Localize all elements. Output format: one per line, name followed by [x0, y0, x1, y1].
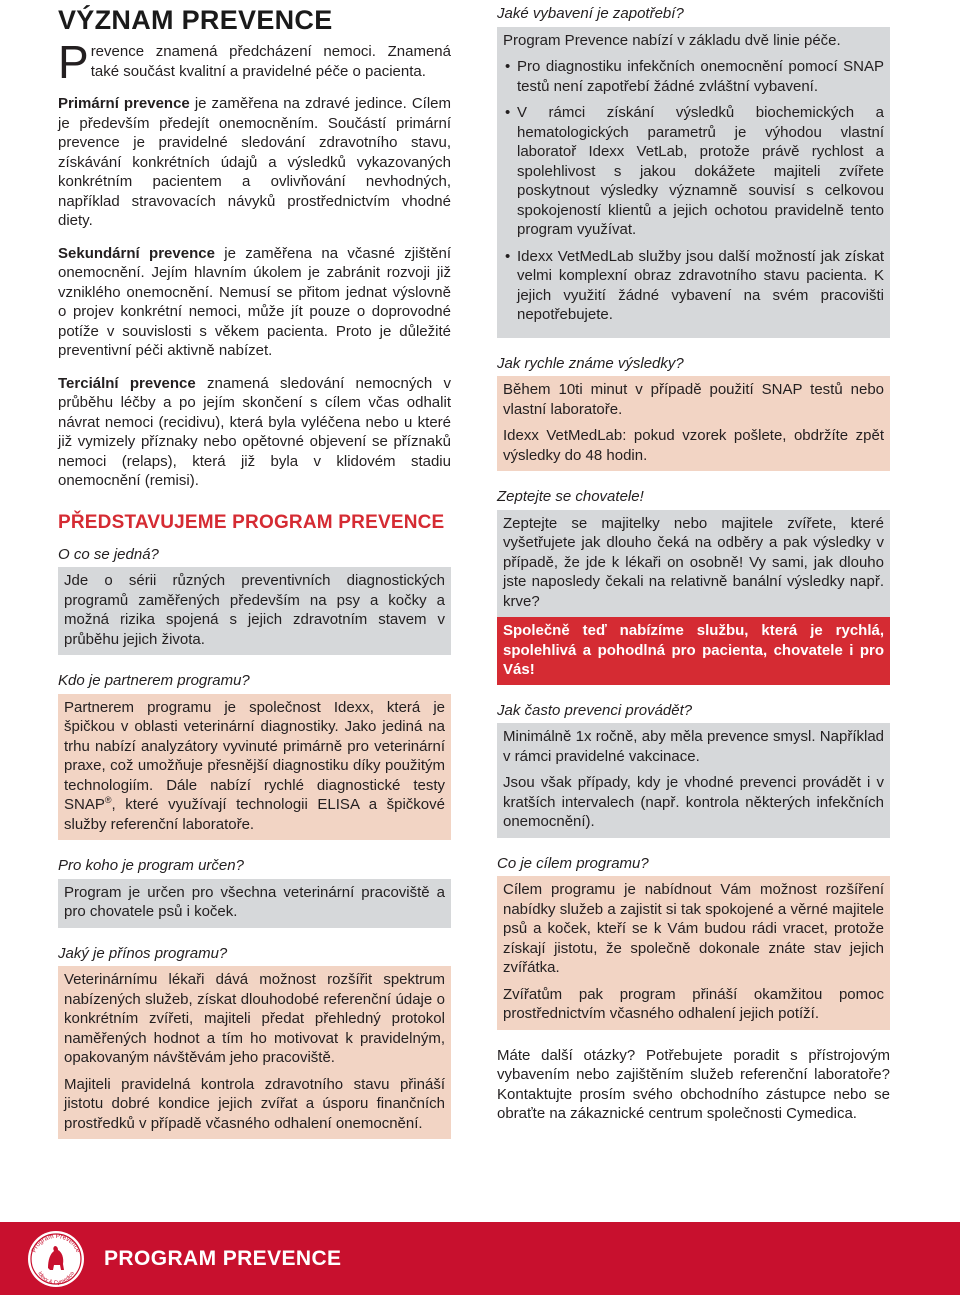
question-equipment: Jaké vybavení je zapotřebí? — [497, 5, 684, 22]
highlight-text: Společně teď nabízíme službu, která je rychlá, spolehlivá a pohodlná pro pacienta, chovatele i pro Vás! — [503, 622, 884, 678]
answer-ask-owner-text: Zeptejte se majitelky nebo majitele zvířete, které vyšetřujete jak dlouho čeká na odběry a pak výsledky v případě, že jde k lékaři on osobně! Vy sami, jak dlouho jste naposledy čekali na relativně banální výsledky např. krve? — [503, 514, 884, 610]
drop-cap: P — [58, 36, 89, 88]
answer-results-speed — [497, 376, 890, 471]
equipment-list — [503, 57, 884, 325]
answer-what-is-it-text: Jde o sérii různých preventivních diagnostických programů zaměřených především na psy a kočky a možná rizika spojená s jejich zdravotním stavem v průběhu jejich života. — [64, 572, 445, 648]
answer-equipment-intro: Program Prevence nabízí v základu dvě linie péče. — [503, 31, 841, 49]
question-ask-owner: Zeptejte se chovatele! — [497, 488, 644, 505]
question-target-group: Pro koho je program určen? — [58, 857, 244, 874]
logo-text-bottom: Idexx & Cymedica — [36, 1270, 76, 1287]
list-item: • V rámci získání výsledků biochemických a hematologických parametrů je výhodou vlastní laboratoř Idexx VetLab, protože právě rychlost a spolehlivost s jakou dokážete majiteli zvířete poskytnout výsledky významně souvisí s celkovou spokojeností klientů a jejich ochotou pravidelně tento program využívat. — [503, 103, 884, 240]
intro-paragraph — [58, 36, 451, 88]
question-goal: Co je cílem programu? — [497, 854, 649, 872]
secondary-prevention-lead: Sekundární prevence — [58, 244, 215, 262]
answer-frequency-text-2: Jsou však případy, kdy je vhodné prevenci provádět i v kratších intervalech (např. kontrola některých infekčních onemocnění). — [503, 774, 884, 830]
answer-ask-owner — [497, 510, 890, 618]
answer-equipment — [497, 27, 890, 338]
answer-benefit-text-2: Majiteli pravidelná kontrola zdravotního stavu přináší jistotu dobré kondice jejich zvířat a úsporu finančních prostředků v případě včasného odhalení onemocnění. — [64, 1075, 445, 1132]
answer-target-group-text: Program je určen pro všechna veterinární pracoviště a pro chovatele psů i koček. — [64, 883, 445, 920]
secondary-prevention-paragraph — [58, 244, 451, 361]
answer-frequency-text-1: Minimálně 1x ročně, aby měla prevence smysl. Například v rámci pravidelné vakcinace. — [503, 728, 884, 765]
tertiary-prevention-paragraph — [58, 374, 451, 491]
answer-what-is-it — [58, 567, 451, 655]
answer-goal — [497, 876, 890, 1030]
question-benefit: Jaký je přínos programu? — [58, 944, 228, 962]
answer-results-speed-text-2: Idexx VetMedLab: pokud vzorek pošlete, obdržíte zpět výsledky do 48 hodin. — [503, 427, 884, 464]
answer-benefit-text-1: Veterinárnímu lékaři dává možnost rozšířit spektrum nabízených služeb, získat dlouhodobé referenční údaje o konkrétním zvířeti, majiteli předat přehledný protokol naměřených hodnot a tím ho motivovat k pravidelným, opakovaným návštěvám jeho pracoviště. — [64, 971, 445, 1066]
primary-prevention-text: je zaměřena na zdravé jedince. Cílem je především předejít onemocněním. Součástí primární prevence je pravidelné sledování zdravotního stavu, získávání konkrétních údajů a výsledků vykazovaných konkrétním pacientem a ovlivňování nevhodných, například stravovacích návyků prostřednictvím vhodné diety. — [58, 95, 451, 229]
answer-partner-text — [64, 698, 445, 835]
answer-partner-text-a: Partnerem programu je společnost Idexx, která je špičkou v oblasti veterinární diagnostiky. Jako jediná na trhu nabízí analyzátory vyvinuté primárně pro veterinární praxe, což umožňuje přesnější diagnostiku díky použitým technologiím. Dále nabízí rychlé diagnostické testy SNAP — [64, 698, 445, 813]
secondary-prevention-text: je zaměřena na včasné zjištění onemocnění. Jejím hlavním úkolem je zabránit rozvoji již vzniklého onemocnění. Nemusí se přitom jednat výslovně o projev konkrétní nemoci, může jít pouze o doprovodné potíže v souvislosti s věkem pacienta. Proto je důležité preventivní péči aktivně nabízet. — [58, 244, 451, 359]
question-frequency: Jak často prevenci provádět? — [497, 701, 693, 719]
right-column — [497, 4, 890, 1124]
answer-benefit — [58, 966, 451, 1139]
answer-results-speed-text-1: Během 10ti minut v případě použití SNAP testů nebo vlastní laboratoře. — [503, 381, 884, 418]
question-partner: Kdo je partnerem programu? — [58, 672, 250, 689]
answer-goal-text-1: Cílem programu je nabídnout Vám možnost rozšíření nabídky služeb a zajistit si tak spokojené a věrné majitele psů a koček, kteří se k Vám budou rádi vracet, protože získají jistotu, že společně dokonale znáte stav jejich zvířátka. — [503, 881, 884, 976]
main-title: VÝZNAM PREVENCE — [58, 5, 333, 35]
question-results-speed: Jak rychle známe výsledky? — [497, 354, 684, 372]
left-column — [58, 4, 451, 1155]
section-title: PŘEDSTAVUJEME PROGRAM PREVENCE — [58, 511, 445, 533]
answer-target-group — [58, 879, 451, 928]
answer-goal-text-2: Zvířatům pak program přináší okamžitou pomoc prostřednictvím včasného odhalení jejich potíží. — [503, 985, 884, 1022]
answer-partner-text-b: , které využívají technologii ELISA a špičkové služby referenční laboratoře. — [64, 796, 445, 833]
logo-text-top: Program Prevence — [30, 1232, 82, 1254]
intro-text: revence znamená předcházení nemoci. Znamená také součást kvalitní a pravidelné péče o pacienta. — [90, 43, 451, 80]
list-item: • Pro diagnostiku infekčních onemocnění pomocí SNAP testů není zapotřebí žádné zvláštní vybavení. — [503, 57, 884, 96]
list-item: • Idexx VetMedLab služby jsou další možností jak získat velmi komplexní obraz zdravotního stavu pacienta. K jejich využití žádné vybavení na svém pracovišti nepotřebujete. — [503, 247, 884, 325]
tertiary-prevention-lead: Terciální prevence — [58, 374, 196, 392]
primary-prevention-paragraph — [58, 94, 451, 231]
program-logo — [26, 1228, 86, 1290]
question-what-is-it: O co se jedná? — [58, 545, 159, 563]
primary-prevention-lead: Primární prevence — [58, 95, 190, 112]
footer-title: PROGRAM PREVENCE — [104, 1247, 342, 1270]
answer-frequency — [497, 723, 890, 838]
registered-mark: ® — [104, 795, 112, 805]
closing-paragraph: Máte další otázky? Potřebujete poradit s přístrojovým vybavením nebo zajištěním služeb referenční laboratoře? Kontaktujte prosím svého obchodního zástupce nebo se obraťte na zákaznické centrum společnosti Cymedica. — [497, 1046, 890, 1122]
answer-partner — [58, 694, 451, 841]
tertiary-prevention-text: znamená sledování nemocných v průběhu léčby a po jejím skončení s cílem včas odhalit návrat nemoci (recidivu), která byla vyléčena nebo u které již vymizely příznaky nebo opětovné objevení se příznaků nemoci (relaps), která již byla v klidovém stadiu onemocnění (remisi). — [58, 374, 452, 489]
highlight-box — [497, 617, 890, 685]
